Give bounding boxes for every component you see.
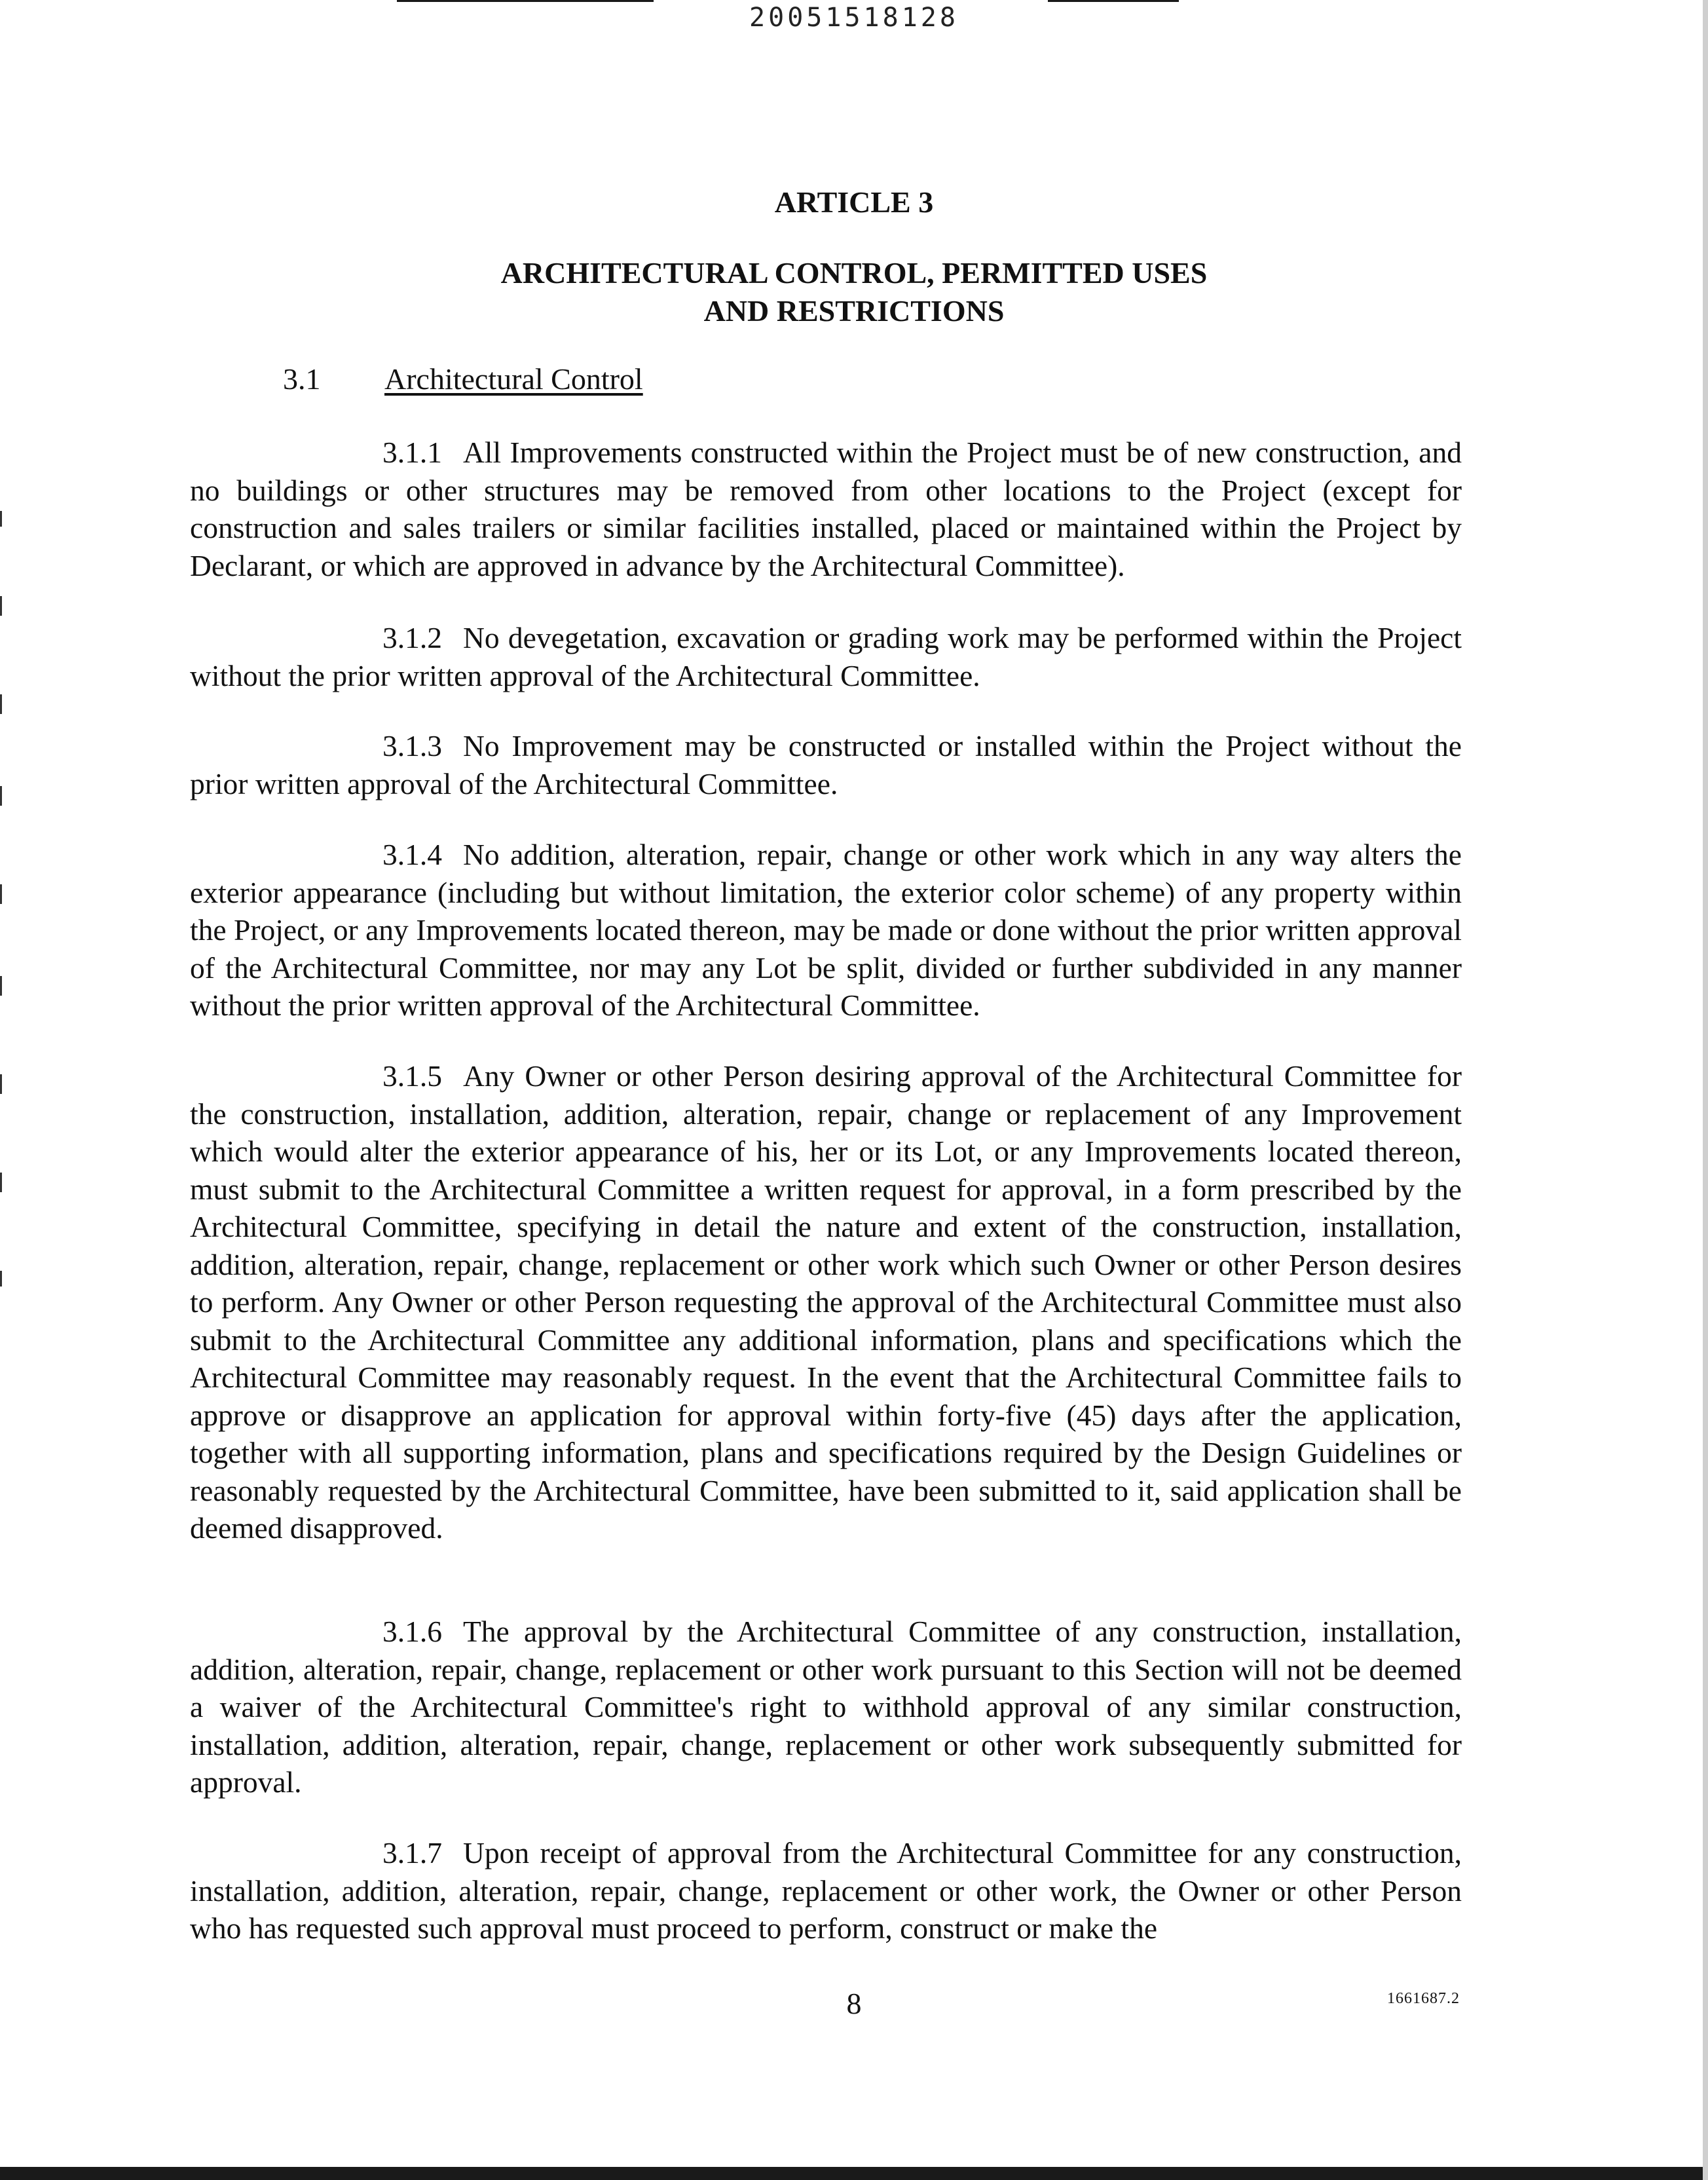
document-number: 20051518128 [749,3,959,33]
paragraph-3-1-3 [190,727,1462,802]
paragraph-number: 3.1.6 [382,1615,442,1648]
margin-mark [0,884,2,904]
paragraph-text: No devegetation, excavation or grading work may be performed within the Project without the prior written approval of the Architectural Committee. [190,621,1462,692]
paragraph-text: Upon receipt of approval from the Architectural Committee for any construction, installation, addition, alteration, repair, change, replacement or other work, the Owner or other Person who has requested such approval must proceed to perform, construct or make the [190,1836,1462,1945]
margin-mark [0,694,2,714]
paragraph-3-1-2 [190,619,1462,694]
section-number: 3.1 [283,362,321,396]
paragraph-text: No addition, alteration, repair, change or other work which in any way alters the exterior appearance (including but without limitation, the exterior color scheme) of any property within the Project, or any Improvements located thereon, may be made or done without the prior written approval of the Architectural Committee, nor may any Lot be split, divided or further subdivided in any manner without the prior written approval of the Architectural Committee. [190,838,1462,1022]
document-reference: 1661687.2 [1387,1990,1460,2007]
paragraph-text: The approval by the Architectural Committee of any construction, installation, addition, alteration, repair, change, replacement or other work pursuant to this Section will not be deemed a waiver of the Architectural Committee's right to withhold approval of any similar construction, installation, addition, alteration, repair, change, replacement or other work subsequently submitted for approval. [190,1615,1462,1799]
paragraph-text: All Improvements constructed within the Project must be of new construction, and no buildings or other structures may be removed from other locations to the Project (except for construction and sales trailers or similar facilities installed, placed or maintained within the Project by Declarant, or which are approved in advance by the Architectural Committee). [190,436,1462,582]
paragraph-number: 3.1.7 [382,1836,442,1870]
paragraph-text: Any Owner or other Person desiring approval of the Architectural Committee for the construction, installation, addition, alteration, repair, change or replacement of any Improvement which would alter the exterior appearance of his, her or its Lot, or any Improvements located thereon, must submit to the Architectural Committee a written request for approval, in a form prescribed by the Architectural Committee, specifying in detail the nature and extent of the construction, installation, addition, alteration, repair, change, replacement or other work which such Owner or other Person desires to perform. Any Owner or other Person requesting the approval of the Architectural Committee must also submit to the Architectural Committee any additional information, plans and specifications which the Architectural Committee may reasonably request. In the event that the Architectural Committee fails to approve or disapprove an application for approval within forty-five (45) days after the application, together with all supporting information, plans and specifications required by the Design Guidelines or reasonably requested by the Architectural Committee, have been submitted to it, said application shall be deemed disapproved. [190,1059,1462,1545]
article-subtitle [0,254,1708,330]
scan-top-mark-2 [1048,0,1179,2]
margin-mark [0,1271,2,1287]
paragraph-number: 3.1.2 [382,621,442,654]
paragraph-number: 3.1.1 [382,436,442,469]
paragraph-number: 3.1.5 [382,1059,442,1093]
scan-top-mark-1 [397,0,654,2]
margin-mark [0,976,2,996]
scan-bottom-border [0,2167,1708,2180]
page-number: 8 [846,1987,862,2020]
paragraph-3-1-4 [190,836,1462,1024]
paragraph-3-1-6 [190,1613,1462,1801]
article-subtitle-line-2: AND RESTRICTIONS [703,294,1005,328]
article-subtitle-line-1: ARCHITECTURAL CONTROL, PERMITTED USES [500,256,1208,290]
section-heading [283,362,643,396]
paragraph-3-1-7 [190,1834,1462,1947]
margin-mark [0,786,2,806]
paragraph-number: 3.1.3 [382,729,442,762]
article-title: ARTICLE 3 [774,185,934,219]
paragraph-3-1-5 [190,1057,1462,1547]
paragraph-number: 3.1.4 [382,838,442,871]
margin-mark [0,1074,2,1094]
section-title: Architectural Control [384,362,643,396]
margin-mark [0,1173,2,1192]
paragraph-text: No Improvement may be constructed or installed within the Project without the prior written approval of the Architectural Committee. [190,729,1462,800]
margin-mark [0,596,2,616]
margin-mark [0,511,2,527]
paragraph-3-1-1 [190,434,1462,584]
